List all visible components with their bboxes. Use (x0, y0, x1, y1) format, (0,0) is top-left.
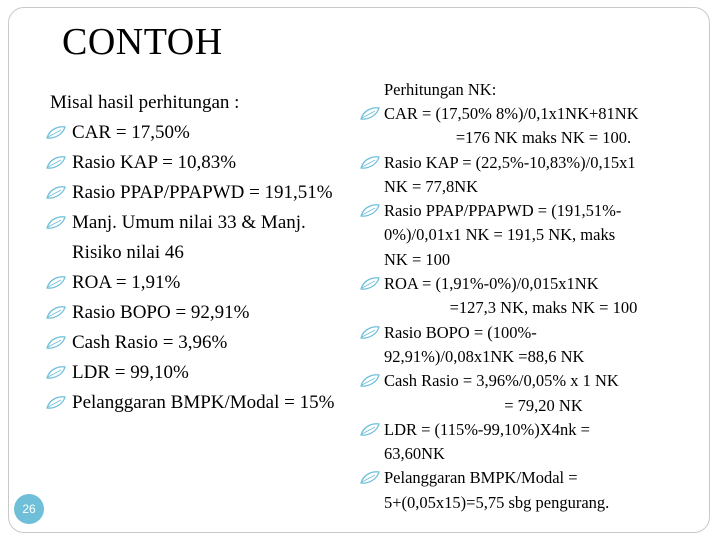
right-item-line: Rasio PPAP/PPAPWD = (191,51%- (384, 201, 622, 221)
left-item-text: Rasio PPAP/PPAPWD = 191,51% (72, 182, 333, 203)
right-item-line: 63,60NK (384, 444, 445, 464)
left-item-roa (44, 268, 354, 298)
left-item-ppap (44, 178, 354, 208)
leaf-bullet-icon (44, 268, 70, 298)
left-item-kap (44, 148, 354, 178)
right-item-kap (358, 151, 703, 200)
right-item-line: NK = 77,8NK (384, 176, 479, 196)
leaf-bullet-icon (44, 328, 70, 358)
right-item-bopo (358, 321, 703, 370)
right-item-line: =176 NK maks NK = 100. (455, 128, 632, 148)
leaf-bullet-icon (358, 418, 384, 442)
left-item-text: Rasio KAP = 10,83% (72, 152, 237, 173)
leaf-bullet-icon (358, 151, 384, 175)
leaf-bullet-icon (44, 208, 70, 238)
leaf-bullet-icon (358, 272, 384, 296)
right-item-ldr (358, 418, 703, 467)
right-item-roa (358, 272, 703, 321)
left-item-text: Pelanggaran BMPK/Modal = 15% (72, 392, 335, 413)
left-item-manajemen (44, 208, 354, 268)
right-item-line: = 79,20 NK (504, 395, 583, 415)
left-item-text: Cash Rasio = 3,96% (72, 332, 228, 353)
right-item-line: NK = 100 (384, 249, 451, 269)
right-item-line: LDR = (115%-99,10%)X4nk = (384, 419, 590, 439)
leaf-bullet-icon (358, 102, 384, 126)
leaf-bullet-icon (44, 358, 70, 388)
right-heading: Perhitungan NK: (384, 80, 497, 99)
leaf-bullet-icon (44, 298, 70, 328)
right-item-line: CAR = (17,50% 8%)/0,1x1NK+81NK (384, 104, 639, 123)
right-item-line: Cash Rasio = 3,96%/0,05% x 1 NK (384, 371, 619, 391)
leaf-bullet-icon (44, 118, 70, 148)
right-item-line: 92,91%)/0,08x1NK =88,6 NK (384, 346, 585, 366)
left-item-car (44, 118, 354, 148)
leaf-bullet-icon (44, 178, 70, 208)
right-item-cash (358, 369, 703, 418)
right-item-bmpk (358, 466, 703, 515)
left-item-text: Manj. Umum nilai 33 & Manj. Risiko nilai 46 (72, 212, 306, 263)
leaf-bullet-icon (358, 321, 384, 345)
left-item-text: CAR = 17,50% (72, 122, 190, 143)
leaf-bullet-icon (44, 148, 70, 178)
right-item-ppap (358, 199, 703, 272)
left-item-text: ROA = 1,91% (72, 272, 181, 293)
left-item-cash (44, 328, 354, 358)
leaf-bullet-icon (44, 388, 70, 418)
leaf-bullet-icon (358, 466, 384, 490)
right-item-line: ROA = (1,91%-0%)/0,015x1NK (384, 274, 599, 294)
right-item-line: =127,3 NK, maks NK = 100 (449, 298, 638, 318)
left-item-text: LDR = 99,10% (72, 362, 189, 383)
left-list (44, 118, 354, 418)
right-list (358, 102, 703, 515)
right-item-line: 5+(0,05x15)=5,75 sbg pengurang. (384, 492, 610, 512)
left-item-bmpk (44, 388, 354, 418)
right-item-line: 0%)/0,01x1 NK = 191,5 NK, maks (384, 225, 616, 245)
slide-title: CONTOH (62, 21, 223, 63)
right-item-car (358, 102, 703, 151)
left-column (44, 88, 354, 418)
page-number-badge: 26 (14, 494, 44, 524)
left-item-bopo (44, 298, 354, 328)
left-heading: Misal hasil perhitungan : (50, 92, 240, 113)
right-item-line: Pelanggaran BMPK/Modal = (384, 468, 578, 488)
left-item-text: Rasio BOPO = 92,91% (72, 302, 250, 323)
leaf-bullet-icon (358, 199, 384, 223)
left-item-ldr (44, 358, 354, 388)
right-column (358, 78, 703, 515)
leaf-bullet-icon (358, 369, 384, 393)
right-item-line: Rasio BOPO = (100%- (384, 322, 537, 342)
right-item-line: Rasio KAP = (22,5%-10,83%)/0,15x1 (384, 152, 636, 172)
